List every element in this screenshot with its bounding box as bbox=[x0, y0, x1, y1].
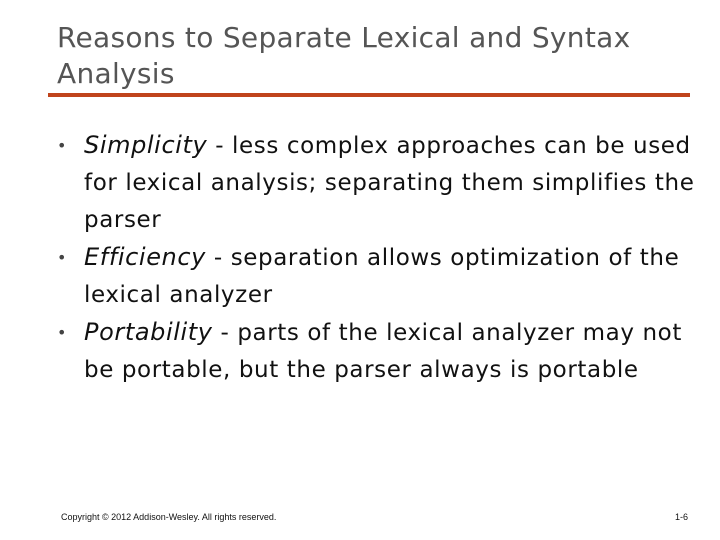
bullet-portability bbox=[57, 314, 697, 389]
bullet-text: - separation allows optimization of the lexical analyzer bbox=[84, 245, 680, 308]
slide-title: Reasons to Separate Lexical and Syntax Analysis bbox=[57, 21, 631, 90]
bullet-text: - parts of the lexical analyzer may not be portable, but the parser always is portable bbox=[84, 320, 682, 383]
bullet-dot: • bbox=[57, 323, 68, 342]
bullet-efficiency bbox=[57, 239, 697, 314]
bullet-term: Simplicity bbox=[84, 131, 208, 159]
title-divider bbox=[48, 93, 690, 97]
bullet-dot: • bbox=[57, 136, 68, 155]
bullet-text: - less complex approaches can be used for lexical analysis; separating them simplifies the parser bbox=[84, 133, 695, 233]
bullet-term: Portability bbox=[84, 318, 213, 346]
bullet-dot: • bbox=[57, 248, 68, 267]
bullet-list bbox=[57, 127, 697, 389]
footer-copyright: Copyright © 2012 Addison-Wesley. All rights reserved. bbox=[61, 512, 277, 522]
bullet-simplicity bbox=[57, 127, 697, 239]
bullet-term: Efficiency bbox=[84, 243, 206, 271]
page-number: 1-6 bbox=[674, 512, 688, 522]
